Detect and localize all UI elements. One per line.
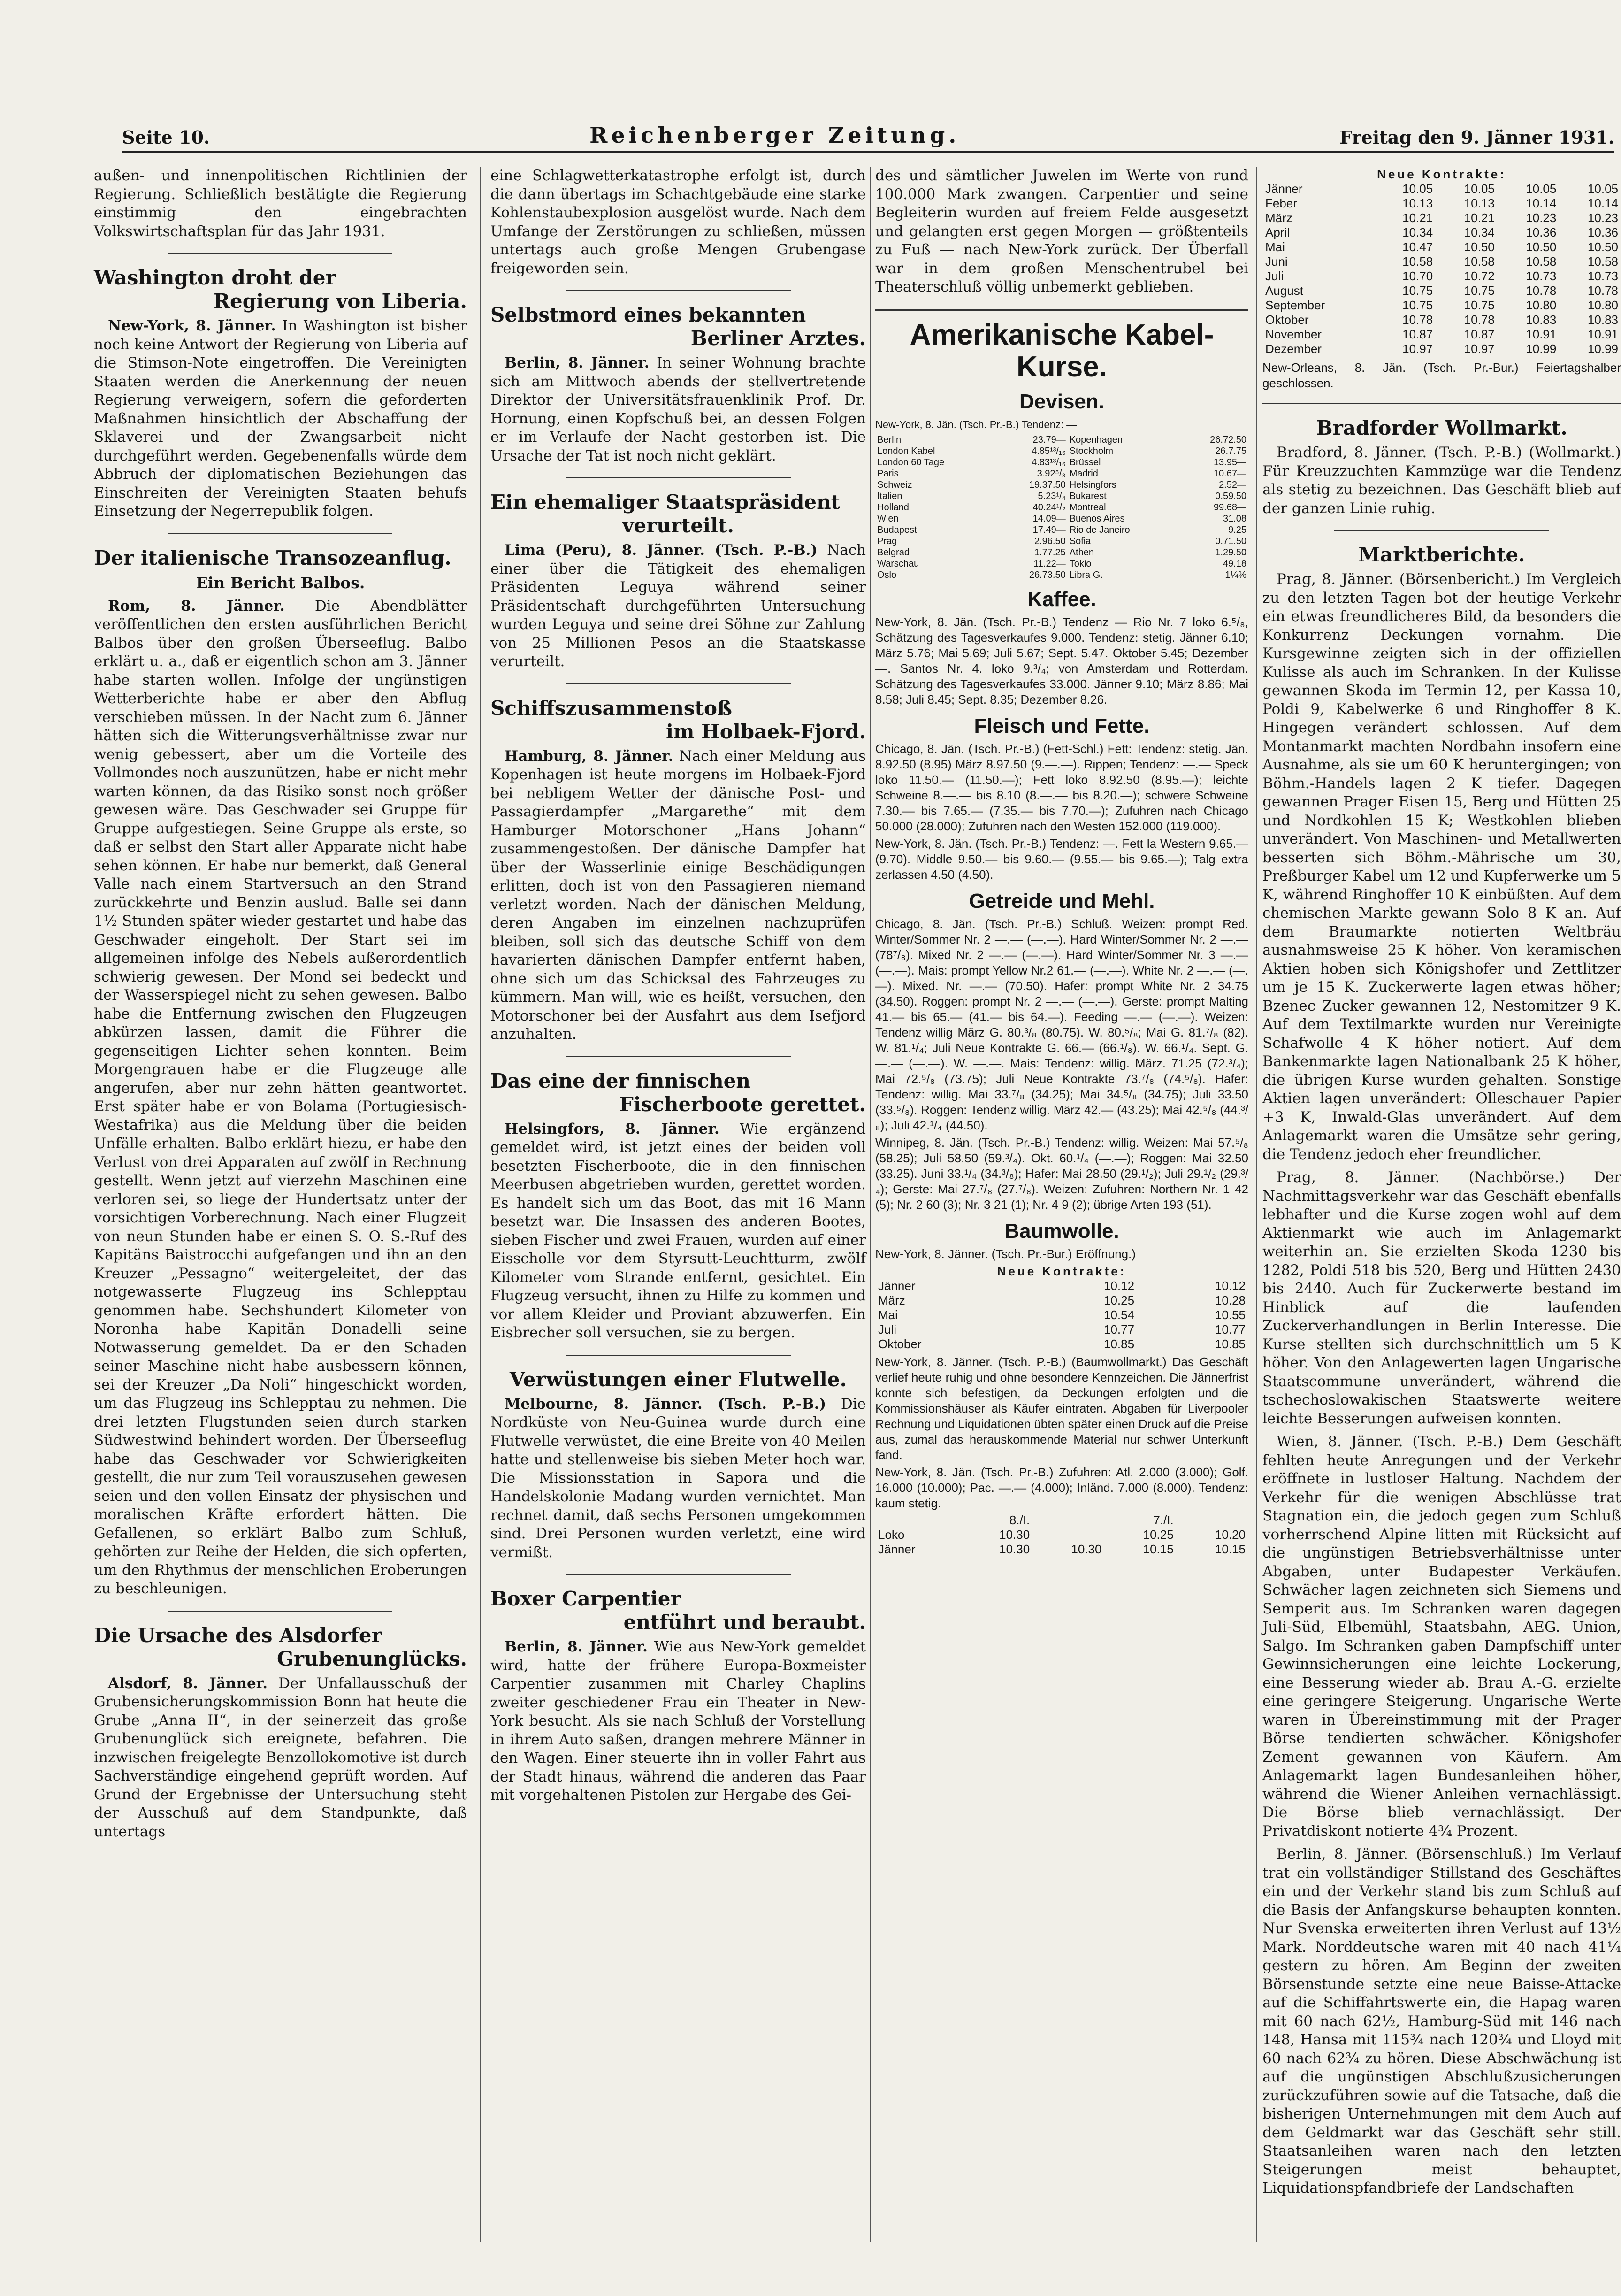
table-cell: 1.29.50: [1215, 547, 1246, 558]
table-cell: 10.05: [1402, 182, 1433, 196]
article-body: Prag, 8. Jänner. (Nachbörse.) Der Nachmittagsverkehr war das Geschäft ebenfalls lebhafter und die Kurse zogen wohl auf dem Aktienmarkt wie auch im Anlagemarkt weiterhin an. Sie erzielten Skoda 1230 bis 1282, Poldi 518 bis 520, Berg und Hütten 2430 bis 2440. Auch für Zuckerwerte bestand im Hinblick auf die laufenden Zuckerverhandlungen in Berlin Interesse. Die Kurse stellten sich durchschnittlich um 5 K höher. Von den Anlagewerten lagen Ungarische Staatscommune unverändert, während die tschechoslowakischen Staatswerte weitere leichte Besserungen aufweisen konnten.: [1262, 1169, 1621, 1427]
article-headline: Ein ehemaliger Staatspräsident verurteilt.: [490, 491, 841, 537]
table-cell: 1.77.25: [1034, 547, 1066, 558]
divider: [1262, 403, 1621, 404]
table-cell: 19.37.50: [1029, 479, 1066, 490]
table-cell: Mai: [1265, 240, 1285, 254]
table-cell: 10.78: [1464, 313, 1495, 327]
table-cell: 26.7.75: [1215, 445, 1246, 456]
table-row: [875, 1513, 1248, 1528]
table-row: [1262, 225, 1621, 240]
table-cell: 10.13: [1464, 196, 1495, 210]
table-cell: 10.30: [999, 1542, 1030, 1556]
table-row: [875, 1322, 1248, 1337]
market-report: [1262, 167, 1621, 391]
table-row: [1262, 298, 1621, 313]
table-cell: 10.50: [1464, 240, 1495, 254]
divider: [566, 683, 791, 684]
divider: [168, 253, 392, 254]
article-headline: Verwüstungen einer Flutwelle.: [509, 1367, 847, 1391]
table-cell: 10.21: [1402, 211, 1433, 225]
section-subheadline: Devisen.: [1019, 390, 1104, 413]
table-cell: 3.92⁵/₈: [1037, 468, 1066, 479]
table-cell: Bukarest: [1069, 491, 1107, 501]
table-cell: Libra G.: [1069, 569, 1103, 580]
article-body: New-York, 8. Jänner. In Washington ist bisher noch keine Antwort der Regierung von Liberia auf die Stimson-Note eingetroffen. Die Vereinigten Staaten werden die Anerkennung der neuen Regierung verweigern, sofern die geforderten Maßnahmen hinsichtlich der Abschaffung der Sklaverei und der Zwangsarbeit nicht durchgeführt werden. Gegebenenfalls würde dem Abbruch der diplomatischen Beziehungen das Einschreiten der Vereinigten Staaten behufs Einsetzung der Negerrepublik folgen.: [94, 317, 467, 520]
table-cell: 26.73.50: [1029, 569, 1066, 580]
table-row: [875, 1528, 1248, 1542]
table-cell: 7./I.: [1153, 1513, 1174, 1527]
article-headline: Boxer Carpentier entführt und beraubt.: [490, 1587, 866, 1634]
table-row: [1262, 327, 1621, 342]
contracts-table: [1262, 182, 1621, 356]
table-row: [1262, 211, 1621, 225]
table-cell: 10.58: [1526, 254, 1557, 269]
table-cell: Wien: [877, 513, 899, 524]
table-cell: Helsingfors: [1069, 479, 1116, 490]
table-cell: 10.55: [1215, 1307, 1246, 1322]
table-cell: Loko: [878, 1527, 905, 1542]
table-cell: 10.14: [1526, 196, 1557, 210]
table-cell: 10.50: [1587, 240, 1618, 254]
table-cell: Kopenhagen: [1069, 434, 1123, 445]
table-cell: 10.13: [1402, 196, 1433, 210]
divider: [875, 309, 1248, 311]
table-row: [875, 479, 1248, 491]
table-cell: 10.23: [1526, 211, 1557, 225]
table-row: [875, 445, 1248, 457]
page-header: [122, 120, 1614, 153]
table-cell: 10.25: [1143, 1527, 1174, 1542]
table-cell: 10.15: [1143, 1542, 1174, 1556]
table-cell: 9.25: [1228, 524, 1246, 535]
table-cell: 2.52—: [1219, 479, 1246, 490]
table-cell: Berlin: [877, 434, 902, 445]
table-cell: 10.75: [1464, 298, 1495, 312]
table-row: [1262, 313, 1621, 327]
table-row: [875, 1337, 1248, 1351]
table-row: [1262, 254, 1621, 269]
article-continuation: eine Schlagwetterkatastrophe erfolgt ist, durch die dann übertags im Schachtgebäude eine starke Kohlenstaubexplosion ausgelöst wurde. Nach dem Umfange der Zerstörungen zu schließen, müssen untertags auch große Mengen Grubengase freigeworden sein.: [490, 167, 866, 277]
table-cell: Schweiz: [877, 479, 912, 490]
table-cell: Juli: [878, 1322, 897, 1336]
table-cell: Athen: [1069, 547, 1094, 558]
table-row: [875, 513, 1248, 524]
table-cell: Madrid: [1069, 468, 1098, 479]
table-cell: Budapest: [877, 524, 917, 535]
table-cell: London Kabel: [877, 445, 935, 456]
market-text: Chicago, 8. Jän. (Tsch. Pr.-B.) Schluß. Weizen: prompt Red. Winter/Sommer Nr. 2 —.— (—.—). Hard Winter/Sommer Nr. 2 —.— (78⁷/₈). Mixed Nr. 2 —.— (—.—). Hard Winter/Sommer Nr. 3 —.— (—.—). Mais: prompt Yellow Nr.2 61.— (—.—). White Nr. 2 —.— (—.—). Mixed. Nr. —.— (70.50). Hafer: prompt White Nr. 2 34.75 (34.50). Roggen: prompt Nr. 2 —.— (—.—). Gerste: prompt Malting 41.— bis 65.— (41.— bis 64.—). Feeding —.— (—.—). Weizen: Tendenz willig März G. 80.³/₈ (80.75). W. 80.⁵/₈; Mai G. 81.⁷/₈ (82). W. 81.¹/₄; Juli Neue Kontrakte G. 66.— (66.¹/₈). W. 66.¹/₄. Sept. G. —.— (—.—). W. —.—. Mais: Tendenz: willig. März. 71.25 (72.³/₄); Mai 72.⁵/₈ (73.75); Juli Neue Kontrakte 73.⁷/₈ (74.⁵/₈). Hafer: Tendenz: willig. Mai 33.⁷/₈ (34.25); Mai 34.⁵/₈ (34.75); Juli 33.50 (33.⁵/₈). Roggen: Tendenz willig. März 42.— (43.25); Mai 42.⁵/₈ (44.³/₈); Juli 42.¹/₄ (44.50).: [875, 916, 1248, 1132]
article-headline: Der italienische Transozeanflug.: [94, 546, 451, 569]
table-cell: 17.49—: [1032, 524, 1066, 535]
table-cell: 0.71.50: [1215, 536, 1246, 546]
table-cell: Jänner: [1265, 182, 1303, 196]
article-continuation: außen- und innenpolitischen Richtlinien der Regierung. Schließlich bestätigte die Regierung einstimmig den eingebrachten Volkswirtschaftsplan für das Jahr 1931.: [94, 167, 467, 240]
table-cell: 10.34: [1464, 225, 1495, 239]
market-text: New-York, 8. Jän. (Tsch. Pr.-B.) Tendenz — Rio Nr. 7 loko 6.⁵/₈, Schätzung des Tagesverkaufes 9.000. Tendenz: stetig. Jänner 6.10; März 5.76; Mai 5.69; Juli 5.67; Sept. 5.47. Oktober 5.45; Dezember —. Santos Nr. 4. loko 9.³/₄; von Amsterdam und Rotterdam. Schätzung des Tagesverkaufes 33.000. Jänner 9.10; März 8.86; Mai 8.58; Juli 8.45; Sept. 8.35; Dezember 8.26.: [875, 614, 1248, 706]
article-body: Helsingfors, 8. Jänner. Wie ergänzend gemeldet wird, ist jetzt eines der beiden voll besetzten Fischerboote, die in den finnischen Meerbusen abgetrieben wurden, gerettet worden. Es handelt sich um das Boot, das mit 16 Mann besetzt war. Die Insassen des anderen Bootes, sieben Fischer und zwei Frauen, wurden auf einer Eisscholle vor dem Styrsutt-Leuchtturm, zwölf Kilometer vom Strande entfernt, gesichtet. Ein Flugzeug versucht, ihnen zu Hilfe zu kommen und vor allem Kleider und Proviant abzuwerfen. Ein Eisbrecher soll versuchen, sie zu bergen.: [490, 1120, 866, 1341]
table-cell: Belgrad: [877, 547, 910, 558]
table-row: [875, 558, 1248, 569]
contracts-subheading: Neue Kontrakte:: [997, 1264, 1127, 1278]
divider: [168, 533, 392, 534]
table-cell: 10.91: [1526, 327, 1557, 341]
table-cell: 10.30: [1071, 1542, 1102, 1556]
table-cell: 10.20: [1215, 1527, 1246, 1542]
table-cell: 10.75: [1402, 284, 1433, 298]
table-cell: 10.12: [1104, 1278, 1135, 1293]
article-headline: Washington droht der Regierung von Liberia.: [94, 266, 467, 313]
table-cell: 10.97: [1402, 342, 1433, 356]
table-cell: 10.50: [1526, 240, 1557, 254]
divider: [168, 1611, 392, 1612]
table-cell: 10.80: [1587, 298, 1618, 312]
table-row: [1262, 284, 1621, 298]
market-text: Chicago, 8. Jän. (Tsch. Pr.-B.) (Fett-Schl.) Fett: Tendenz: stetig. Jän. 8.92.50 (8.95) März 8.97.50 (9.—.—). Rippen; Tendenz: —.— Speck loko 11.50.— (11.50.—); Fett loko 8.92.50 (8.95.—); leichte Schweine 8.—.— bis 8.10 (8.—.— bis 8.20.—); schwere Schweine 7.30.— bis 7.65.— (7.35.— bis 7.70.—); Zufuhren nach Chicago 50.000 (28.000); Zufuhren nach den Westen 152.000 (119.000).: [875, 741, 1248, 833]
article-body: Prag, 8. Jänner. (Börsenbericht.) Im Vergleich zu den letzten Tagen bot der heutige Verkehr ein etwas freundlicheres Bild, da besonders die Konkurrenz Deckungen vornahm. Die Kursgewinne zeigten sich in der offiziellen Kulisse als auch im Schranken. In der Kulisse gewannen Skoda im Termin 12, per Kassa 10, Poldi 9, Kabelwerke 6 und Ringhoffer 8 K. Hingegen verändert schlossen. Auf dem Montanmarkt machten Nordbahn insofern eine Ausnahme, als sie um 60 K heruntergingen; von Böhm.-Handels lagen 2 K tiefer. Dagegen gewannen Prager Eisen 15, Berg und Hütten 25 und Nordkohlen 15 K; Westkohlen blieben unverändert. Von Maschinen- und Metallwerten besserten sich Böhm.-Mährische um 30, Preßburger Kabel um 12 und Kupferwerke um 5 K, während Ringhoffer 10 K einbüßten. Auf dem chemischen Markte gewann Solo 8 K an. Auf dem Braumarkte notierten Weltbräu ausnahmsweise 25 K höher. Von keramischen Aktien hoben sich Königshofer und Zettlitzer um je 15 K. Zuckerwerte lagen etwas höher; Bzenec Zucker gewannen 12, Nestomitzer 9 K. Auf dem Textilmarkte wurden nur Vereinigte Schafwolle 4 K höher notiert. Auf dem Bankenmarkte lagen Nationalbank 25 K höher, die übrigen Kurse wurden gehalten. Sonstige Aktien lagen unverändert: Olleschauer Papier +3 K, Inwald-Glas unverändert. Auf dem Anlagemarkt waren die Umsätze sehr gering, die Tendenz jedoch eher freundlicher.: [1262, 571, 1621, 1163]
section-headline: Amerikanische Kabel- Kurse.: [910, 318, 1214, 383]
table-cell: [1032, 1513, 1104, 1528]
table-cell: Warschau: [877, 558, 919, 569]
table-cell: Rio de Janeiro: [1069, 524, 1130, 535]
column-rule: [480, 167, 481, 2242]
article-body: Berlin, 8. Jänner. In seiner Wohnung brachte sich am Mittwoch abends der stellvertretende Direktor der Universitätsfrauenklinik Prof. Dr. Hornung, einen Kopfschuß bei, an dessen Folgen er im Verlaufe der Nacht gestorben ist. Die Ursache der Tat ist noch nicht geklärt.: [490, 354, 866, 464]
table-cell: 10.30: [999, 1527, 1030, 1542]
table-cell: 10.83: [1587, 313, 1618, 327]
table-cell: 10.05: [1587, 182, 1618, 196]
table-cell: Holland: [877, 502, 909, 513]
table-cell: 10.58: [1464, 254, 1495, 269]
table-cell: Oktober: [878, 1336, 922, 1351]
table-cell: 10.99: [1587, 342, 1618, 356]
article-headline: Das eine der finnischen Fischerboote gerettet.: [490, 1069, 866, 1116]
table-cell: 10.87: [1464, 327, 1495, 341]
table-cell: 10.78: [1587, 284, 1618, 298]
table-cell: 10.97: [1464, 342, 1495, 356]
table-cell: 26.72.50: [1210, 434, 1246, 445]
table-cell: 13.95—: [1213, 457, 1246, 468]
table-cell: Tokio: [1069, 558, 1092, 569]
table-cell: [875, 1513, 961, 1528]
table-cell: Montreal: [1069, 502, 1106, 513]
table-cell: Jänner: [878, 1278, 916, 1293]
table-cell: 10.47: [1402, 240, 1433, 254]
divider: [566, 1355, 791, 1356]
table-cell: 10.85: [1104, 1336, 1135, 1351]
table-row: [875, 434, 1248, 445]
table-cell: 10.15: [1215, 1542, 1246, 1556]
divider: [1334, 530, 1549, 531]
table-cell: 10.36: [1587, 225, 1618, 239]
table-cell: 99.68—: [1213, 502, 1246, 513]
devisen-table: [875, 434, 1248, 581]
table-cell: 10.58: [1587, 254, 1618, 269]
table-cell: 14.09—: [1032, 513, 1066, 524]
table-cell: 5.23¹/₄: [1038, 491, 1066, 501]
table-cell: Mai: [878, 1307, 898, 1322]
table-cell: August: [1265, 284, 1303, 298]
market-text: New-York, 8. Jän. (Tsch. Pr.-B.) Tendenz: —. Fett la Western 9.65.— (9.70). Middle 9.50.— bis 9.60.— (9.55.— bis 9.65.—); Talg extra zerlassen 4.50 (4.50).: [875, 836, 1248, 882]
table-row: [1262, 240, 1621, 254]
market-report: [875, 417, 1248, 1557]
market-text: New-Orleans, 8. Jän. (Tsch. Pr.-Bur.) Feiertagshalber geschlossen.: [1262, 361, 1621, 390]
table-cell: 10.23: [1587, 211, 1618, 225]
table-cell: 10.75: [1464, 284, 1495, 298]
table-cell: 10.87: [1402, 327, 1433, 341]
baumwolle-table: [875, 1279, 1248, 1351]
table-cell: Brüssel: [1069, 457, 1101, 468]
article-headline: Schiffszusammenstoß im Holbaek-Fjord.: [490, 696, 866, 743]
table-cell: [1032, 1528, 1104, 1542]
table-cell: 23.79—: [1032, 434, 1066, 445]
table-cell: 10.78: [1526, 284, 1557, 298]
table-cell: 10.21: [1464, 211, 1495, 225]
article-body: Berlin, 8. Jänner. Wie aus New-York gemeldet wird, hatte der frühere Europa-Boxmeister Carpentier zusammen mit Charley Chaplins zweiter geschiedener Frau ein Theater in New-York besucht. Als sie nach Schluß der Vorstellung in ihrem Auto saßen, drangen mehrere Männer in den Wagen. Einer steuerte ihn in voller Fahrt aus der Stadt hinaus, während die anderen das Paar mit vorgehaltenen Pistolen zur Hergabe des Gei-: [490, 1638, 866, 1804]
devisen-header: New-York, 8. Jän. (Tsch. Pr.-B.) Tendenz: —: [875, 418, 1077, 430]
table-cell: 10.72: [1464, 269, 1495, 283]
table-cell: London 60 Tage: [877, 457, 945, 468]
table-cell: Feber: [1265, 196, 1297, 210]
table-cell: Jänner: [878, 1542, 916, 1556]
column-rule: [870, 167, 871, 2242]
divider: [566, 1574, 791, 1575]
section-subheadline: Kaffee.: [1027, 587, 1096, 611]
table-row: [875, 491, 1248, 502]
column-2: [490, 167, 866, 1810]
table-cell: 0.59.50: [1215, 491, 1246, 501]
table-row: [875, 1279, 1248, 1293]
table-cell: 10.80: [1526, 298, 1557, 312]
article-body: Hamburg, 8. Jänner. Nach einer Meldung aus Kopenhagen ist heute morgens im Holbaek-Fjord bei nebligem Wetter der dänische Post- und Passagierdampfer „Margarethe“ mit dem Hamburger Motorschoner „Hans Johann“ zusammengestoßen. Der dänische Dampfer hat über der Wasserlinie einige Beschädigungen erlitten, doch ist von den Passagieren niemand verletzt worden. Nach der dänischen Meldung, deren Angaben im einzelnen nachzuprüfen bleiben, soll sich das deutsche Schiff von dem havarierten dänischen Dampfer entfernt haben, ohne sich um das Schicksal des Fahrzeuges zu kümmern. Man will, wie es heißt, versuchen, den Motorschoner bei der Ausfahrt aus dem Isefjord anzuhalten.: [490, 747, 866, 1043]
table-cell: 4.83¹³/₁₆: [1032, 457, 1066, 468]
table-cell: 10.12: [1215, 1278, 1246, 1293]
contracts-subheading: Neue Kontrakte:: [1377, 167, 1506, 181]
masthead: Reichenberger Zeitung.: [589, 123, 960, 148]
table-cell: 10.05: [1526, 182, 1557, 196]
column-1: [94, 167, 467, 1846]
article-headline: Bradforder Wollmarkt.: [1316, 416, 1567, 439]
issue-date: Freitag den 9. Jänner 1931.: [1339, 127, 1614, 148]
market-text: Winnipeg, 8. Jän. (Tsch. Pr.-B.) Tendenz: willig. Weizen: Mai 57.⁵/₈ (58.25); Juli 58.50 (59.³/₄). Okt. 60.¹/₄ (—.—); Roggen: Mai 32.50 (33.25). Juni 33.¹/₄ (34.³/₈); Hafer: Mai 28.50 (29.¹/₂); Juli 29.¹/₂ (29.³/₄); Gerste: Mai 27.⁷/₈ (27.⁷/₈). Weizen: Zufuhren: Northern Nr. 1 42 (5); Nr. 2 60 (3); Nr. 3 21 (1); Nr. 4 9 (2); übrige Arten 193 (51).: [875, 1135, 1248, 1212]
market-text: New-York, 8. Jänner. (Tsch. P.-B.) (Baumwollmarkt.) Das Geschäft verlief heute ruhig und ohne besondere Kennzeichen. Die Jännerfrist konnte sich befestigen, da Deckungen erfolgten und die Kommissionshäuser als Käufer eintraten. Abgaben für Liverpooler Rechnung und Liquidationen übten später einen Druck auf die Preise aus, zumal das herauskommende Material nur schwer Unterkunft fand.: [875, 1354, 1248, 1462]
article-body: Alsdorf, 8. Jänner. Der Unfallausschuß der Grubensicherungskommission Bonn hat heute die Grube „Anna II“, in der seinerzeit das große Grubenunglück sich ereignete, befahren. Die inzwischen freigelegte Benzollokomotive ist durch Sachverständige eingehend geprüft worden. Auf Grund der Ergebnisse der Untersuchung steht der Ausschuß auf dem Standpunkte, daß untertags: [94, 1674, 467, 1840]
article-body: Bradford, 8. Jänner. (Tsch. P.-B.) (Wollmarkt.) Für Kreuzzuchten Kammzüge war die Tendenz als stetig zu bezeichnen. Das Geschäft blieb auf der ganzen Linie ruhig.: [1262, 444, 1621, 517]
table-cell: 10.91: [1587, 327, 1618, 341]
table-cell: Buenos Aires: [1069, 513, 1125, 524]
section-subheadline: Fleisch und Fette.: [974, 714, 1150, 737]
table-row: [1262, 196, 1621, 211]
table-cell: 10.85: [1215, 1336, 1246, 1351]
table-row: [1262, 182, 1621, 196]
article-headline: Die Ursache des Alsdorfer Grubenunglücks.: [94, 1623, 467, 1670]
article-headline: Marktberichte.: [1358, 543, 1525, 566]
table-cell: 10.77: [1104, 1322, 1135, 1336]
article-body: Berlin, 8. Jänner. (Börsenschluß.) Im Verlauf trat ein vollständiger Stillstand des Geschäftes ein und der Verkehr stand bis zum Schluß auf die Basis der Anfangskurse behaupten konnten. Nur Svenska erweiterten ihren Verlust auf 13½ Mark. Norddeutsche waren mit 40 nach 41¼ gestern zu hören. Am Beginn der zweiten Börsenstunde setzte eine neue Baisse-Attacke auf die Schiffahrtswerte ein, die Hapag waren mit 60 nach 62½, Hamburg-Süd mit 146 nach 148, Hansa mit 115¾ nach 120¾ und Lloyd mit 60 nach 62¾ zu hören. Diese Abschwächung ist auf die ungünstigen Abschlußzusicherungen zurückzuführen sowie auf die Tatsache, daß die bisherigen Unternehmungen mit dem Auch auf dem Geldmarkt war das Geschäft sehr still. Staatsanleihen waren nach den letzten Steigerungen meist behauptet, Liquidationspfandbriefe der Landschaften: [1262, 1846, 1621, 2196]
table-cell: 10.77: [1215, 1322, 1246, 1336]
market-text: New-York, 8. Jänner. (Tsch. Pr.-Bur.) Eröffnung.): [875, 1246, 1136, 1261]
divider: [566, 477, 791, 478]
page-number: Seite 10.: [122, 127, 210, 148]
article-subheadline: Ein Bericht Balbos.: [196, 573, 365, 592]
table-row: [875, 569, 1248, 581]
table-cell: Juni: [1265, 254, 1288, 269]
table-cell: 10.83: [1526, 313, 1557, 327]
column-3: [875, 167, 1248, 1557]
table-cell: April: [1265, 225, 1290, 239]
loko-table: [875, 1513, 1248, 1557]
table-cell: Sofia: [1069, 536, 1091, 546]
table-row: [875, 457, 1248, 468]
divider: [566, 1056, 791, 1057]
table-row: [1262, 342, 1621, 356]
article-body: Melbourne, 8. Jänner. (Tsch. P.-B.) Die Nordküste von Neu-Guinea wurde durch eine Flutwelle verwüstet, die eine Breite von 40 Meilen hatte und stellenweise bis sieben Meter hoch war. Die Missionsstation in Sapora und die Handelskolonie Madang wurden vernichtet. Man rechnet damit, daß sechs Personen umgekommen sind. Drei Personen wurden verletzt, eine wird vermißt.: [490, 1395, 866, 1561]
table-cell: 10.14: [1587, 196, 1618, 210]
table-cell: Juli: [1265, 269, 1284, 283]
table-cell: Italien: [877, 491, 902, 501]
table-cell: Oktober: [1265, 313, 1309, 327]
table-cell: 10.70: [1402, 269, 1433, 283]
table-row: [875, 502, 1248, 513]
table-cell: 10.58: [1402, 254, 1433, 269]
column-rule: [1256, 167, 1257, 2242]
table-cell: Paris: [877, 468, 899, 479]
table-cell: Dezember: [1265, 342, 1322, 356]
table-cell: 10.05: [1464, 182, 1495, 196]
section-subheadline: Getreide und Mehl.: [969, 889, 1155, 913]
table-row: [875, 1542, 1248, 1557]
divider: [566, 290, 791, 291]
table-cell: März: [1265, 211, 1292, 225]
table-cell: 10.73: [1526, 269, 1557, 283]
table-cell: 10.25: [1104, 1293, 1135, 1307]
table-cell: 31.08: [1223, 513, 1246, 524]
table-cell: 10.67—: [1213, 468, 1246, 479]
table-cell: Oslo: [877, 569, 897, 580]
table-cell: März: [878, 1293, 905, 1307]
column-4: [1262, 167, 1621, 2203]
table-row: [1262, 269, 1621, 284]
table-cell: 10.54: [1104, 1307, 1135, 1322]
article-headline: Selbstmord eines bekannten Berliner Arztes.: [490, 303, 866, 350]
article-continuation: des und sämtlicher Juwelen im Werte von rund 100.000 Mark zwangen. Carpentier und seine Begleiterin wurden auf freiem Felde ausgesetzt und gelangten erst gegen Morgen — größtenteils zu Fuß — nach New-York zurück. Der Überfall war in dem großen Menschentrubel bei Theaterschluß völlig unbemerkt geblieben.: [875, 167, 1248, 295]
article-body: Lima (Peru), 8. Jänner. (Tsch. P.-B.) Nach einer über die Tätigkeit des ehemaligen Präsidenten Leguya während seiner Präsidentschaft durchgeführten Untersuchung wurden Leguya und seine drei Söhne zur Zahlung von 25 Millionen Pesos an die Staatskasse verurteilt.: [490, 542, 866, 670]
section-subheadline: Baumwolle.: [1004, 1219, 1119, 1243]
table-cell: 10.73: [1587, 269, 1618, 283]
table-row: [875, 524, 1248, 536]
table-cell: 10.36: [1526, 225, 1557, 239]
table-cell: 10.78: [1402, 313, 1433, 327]
table-cell: 2.96.50: [1034, 536, 1066, 546]
table-cell: 10.75: [1402, 298, 1433, 312]
table-row: [875, 536, 1248, 547]
table-row: [875, 468, 1248, 479]
table-cell: November: [1265, 327, 1322, 341]
table-cell: 10.99: [1526, 342, 1557, 356]
table-cell: 1¼%: [1225, 569, 1246, 580]
table-cell: 10.28: [1215, 1293, 1246, 1307]
table-cell: Prag: [877, 536, 897, 546]
table-cell: 40.24¹/₂: [1032, 502, 1066, 513]
table-cell: 11.22—: [1033, 558, 1066, 569]
table-row: [875, 547, 1248, 558]
market-text: New-York, 8. Jän. (Tsch. Pr.-B.) Zufuhren: Atl. 2.000 (3.000); Golf. 16.000 (10.000); Pac. —.— (4.000); Inländ. 7.000 (8.000). Tendenz: kaum stetig.: [875, 1465, 1248, 1510]
table-cell: September: [1265, 298, 1325, 312]
table-row: [875, 1308, 1248, 1322]
table-cell: 10.34: [1402, 225, 1433, 239]
table-cell: 4.85¹³/₁₆: [1032, 445, 1066, 456]
table-cell: Stockholm: [1069, 445, 1114, 456]
table-cell: 8./I.: [1009, 1513, 1030, 1527]
article-body: Wien, 8. Jänner. (Tsch. P.-B.) Dem Geschäft fehlten heute Anregungen und der Verkehr eröffnete in lustloser Haltung. Nachdem der Verkehr für die wenigen Abschlüsse trat Stagnation ein, die jedoch gegen zum Schluß vorherrschend Alpine litten mit Rücksicht auf die ungünstigen Betriebsverhältnisse unter Abgaben, unter Budapester Verkäufen. Schwächer lagen zeichneten sich Siemens und Semperit aus. Im Schranken waren dagegen Juli-Süd, Elbemühl, Staatsbahn, AEG. Union, Salgo. Im Schranken gaben Dampfschiff unter Gewinnsicherungen eine leichte Lockerung, eine Besserung wieder ab. Brau A.-G. erzielte eine geringere Steigerung. Ungarische Werte waren in Übereinstimmung mit der Prager Börse tendierten schwächer. Königshofer Zement gewannen von Käufern. Am Anlagemarkt lagen Bundesanleihen höher, während die Wiener Anleihen vernachlässigt. Die Börse blieb vernachlässigt. Der Privatdiskont notierte 4¾ Prozent.: [1262, 1433, 1621, 1840]
table-cell: 49.18: [1223, 558, 1246, 569]
article-body: Rom, 8. Jänner. Die Abendblätter veröffentlichen den ersten ausführlichen Bericht Balbos über den großen Überseeflug. Balbo erklärt u. a., daß er eigentlich schon am 3. Jänner habe starten wollen. Infolge der ungünstigen Wetterberichte habe er aber den Abflug verschieben müssen. In der Nacht zum 6. Jänner hätten sich die Witterungsverhältnisse zwar nur wenig gebessert, aber um die Vorteile des Vollmondes noch auszunützen, habe er nicht mehr warten können, da das Risiko sonst noch größer gewesen wäre. Das Geschwader sei Gruppe für Gruppe aufgestiegen. Seine Gruppe als erste, so daß er selbst den Start aller Apparate nicht habe sehen können. Er habe nur bemerkt, daß General Valle nach einem Startversuch an den Strand zurückkehrte und Benzin auslud. Balle sei dann 1½ Stunden später wieder gestartet und habe das Geschwader eingeholt. Der Start sei im allgemeinen infolge des Nebels außerordentlich schwierig gewesen. Der Mond sei bedeckt und der Wasserspiegel nicht zu sehen gewesen. Balbo habe die Entfernung zwischen den Flugzeugen abkürzen lassen, damit die Führer die gegenseitigen Lichter sehen konnten. Beim Morgengrauen habe er die Flugzeuge alle angerufen, aber nur zehn hätten geantwortet. Erst später habe er von Bolama (Portugiesisch-Westafrika) aus die Meldung über die beiden Unfälle erhalten. Balbo erklärt hiezu, er habe den Verlust von drei Apparaten auf zwölf in Rechnung gestellt. Wenn jetzt auf vierzehn Maschinen eine verloren sei, so liege der Hundertsatz unter der vorsichtigen Vorberechnung. Nach einer Flugzeit von neun Stunden habe er einen S. O. S.-Ruf des Kapitäns Baistrocchi aufgefangen und ihn an den Kreuzer „Pessagno“ weitergeleitet, der das notgewasserte Flugzeug ins Schlepptau genommen habe. Sechshundert Kilometer von Noronha habe Kapitän Donadelli seine Notwasserung gemeldet. Da er den Schaden seiner Maschine nicht habe ausbessern können, sei der Kreuzer „Da Noli“ hingeschickt worden, um das Flugzeug ins Schlepptau zu nehmen. Die drei letzten Flugstunden seien durch starken Südwestwind behindert worden. Der Überseeflug habe das Geschwader vor Schwierigkeiten gestellt, die nur zum Teil vorauszusehen gewesen seien und den vollen Einsatz der physischen und moralischen Kräfte erfordert hätten. Die Gefallenen, so erklärt Balbo zum Schluß, gehörten zur Reihe der Helden, die sich opferten, um den Rhythmus der menschlichen Eroberungen zu beschleunigen.: [94, 597, 467, 1597]
table-row: [875, 1293, 1248, 1308]
